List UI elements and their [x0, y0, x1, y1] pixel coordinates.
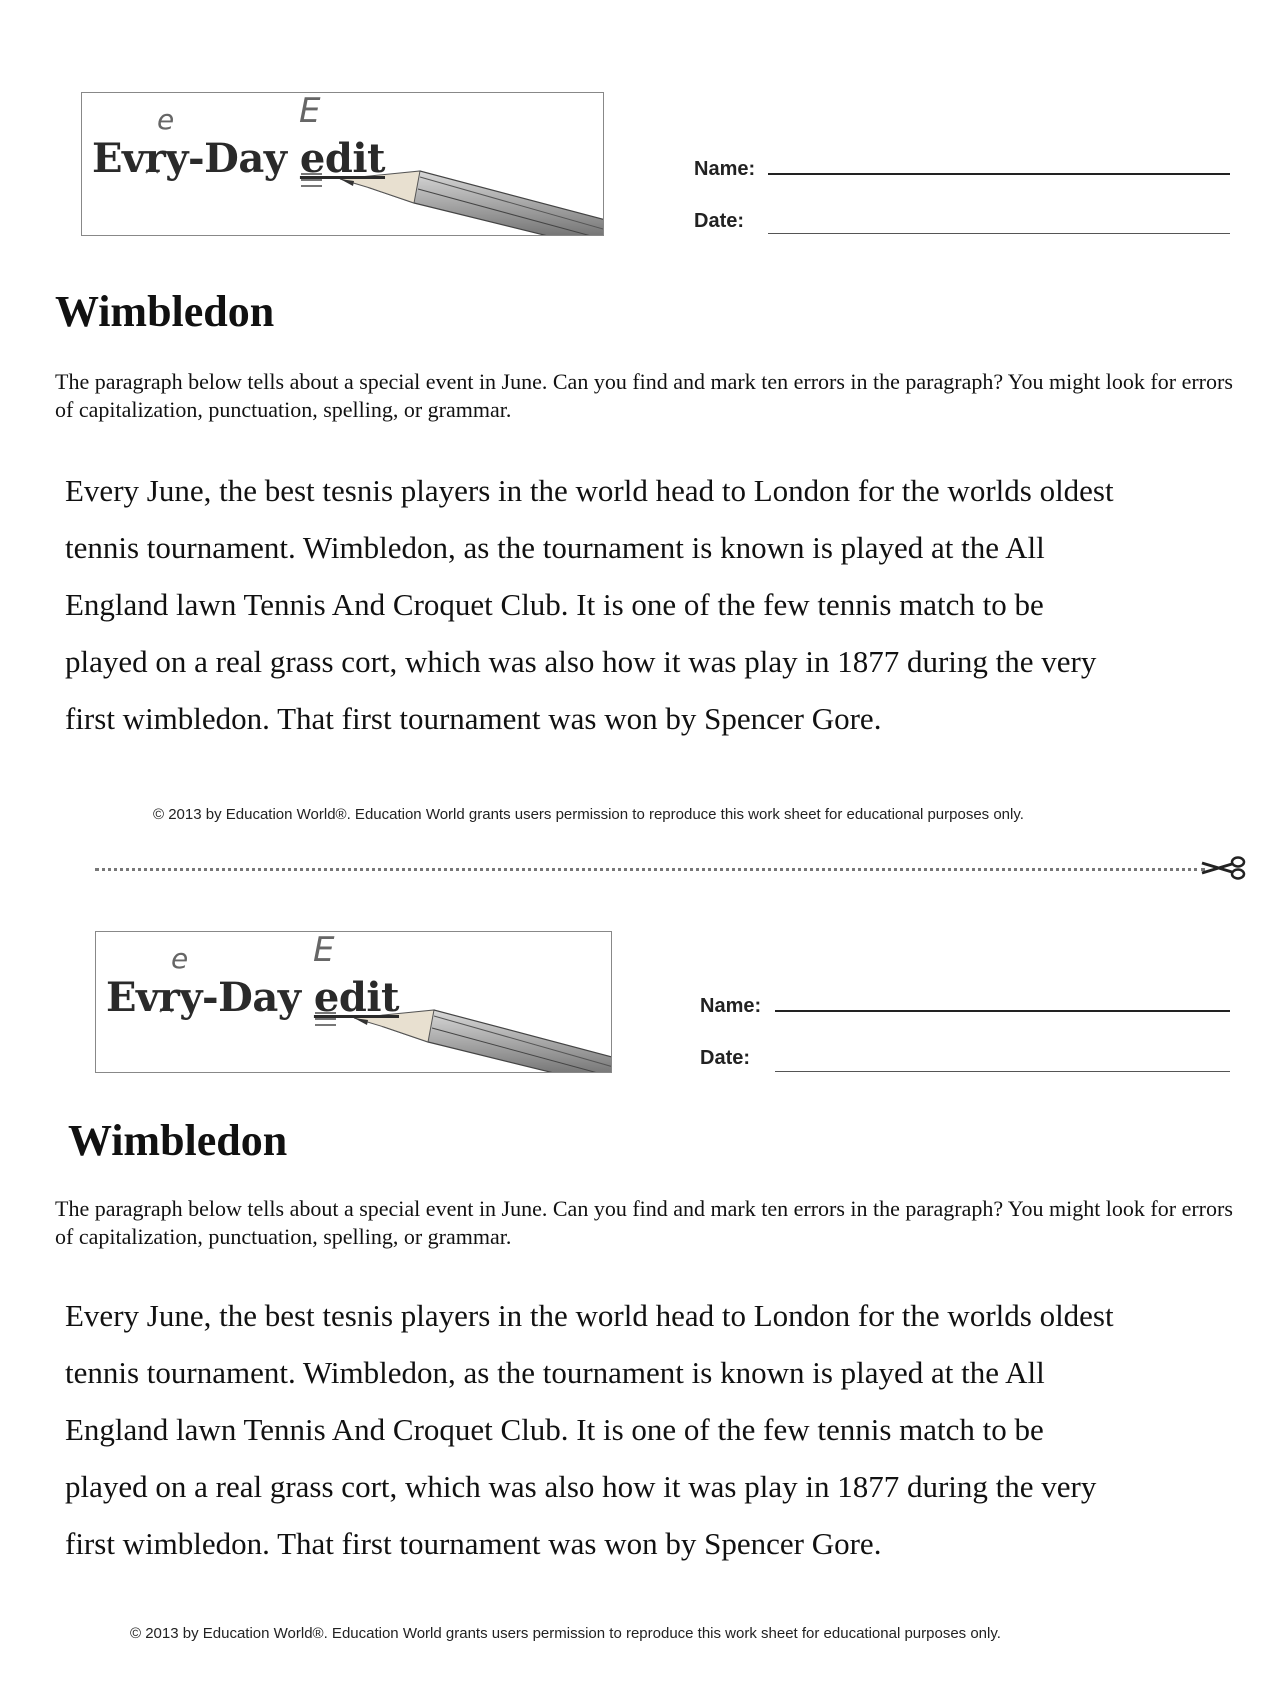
passage-line: England lawn Tennis And Croquet Club. It is one of the few tennis match to be	[65, 587, 1044, 622]
copyright-notice: © 2013 by Education World®. Education World grants users permission to reproduce this work sheet for educational purposes only.	[153, 806, 1024, 823]
copyright-notice: © 2013 by Education World®. Education World grants users permission to reproduce this work sheet for educational purposes only.	[130, 1625, 1001, 1642]
logo-text	[106, 974, 399, 1021]
logo-text-main: Evry-Day	[106, 974, 314, 1021]
name-label: Name:	[694, 158, 756, 180]
logo-text-underlined: edit	[313, 974, 400, 1021]
name-label: Name:	[700, 995, 762, 1017]
logo-insert-mark: e	[171, 942, 189, 975]
edit-passage	[65, 1287, 1245, 1572]
name-line[interactable]	[768, 173, 1230, 175]
every-day-edit-logo	[81, 92, 604, 236]
logo-text-main: Evry-Day	[92, 135, 300, 182]
date-line[interactable]	[775, 1071, 1230, 1072]
logo-capital-mark: E	[313, 931, 335, 970]
instructions: The paragraph below tells about a special event in June. Can you find and mark ten errors in the paragraph? You might look for errors of capitalization, punctuation, spelling, or grammar.	[55, 369, 1233, 422]
passage-line: tennis tournament. Wimbledon, as the tournament is known is played at the All	[65, 530, 1045, 565]
scissors-icon	[1200, 852, 1246, 884]
passage-line: Every June, the best tesnis players in the world head to London for the worlds oldest	[65, 473, 1114, 508]
passage-line: played on a real grass cort, which was also how it was play in 1877 during the very	[65, 1469, 1097, 1504]
instructions: The paragraph below tells about a special event in June. Can you find and mark ten errors in the paragraph? You might look for errors of capitalization, punctuation, spelling, or grammar.	[55, 1196, 1233, 1249]
edit-passage	[65, 462, 1245, 747]
worksheet-title: Wimbledon	[55, 287, 275, 336]
passage-line: first wimbledon. That first tournament was won by Spencer Gore.	[65, 701, 882, 736]
passage-line: played on a real grass cort, which was also how it was play in 1877 during the very	[65, 644, 1097, 679]
passage-line: first wimbledon. That first tournament was won by Spencer Gore.	[65, 1526, 882, 1561]
date-label: Date:	[694, 210, 745, 232]
logo-capital-mark: E	[299, 92, 321, 131]
passage-line: Every June, the best tesnis players in the world head to London for the worlds oldest	[65, 1298, 1114, 1333]
logo-insert-mark: e	[157, 103, 175, 136]
logo-text	[92, 135, 385, 182]
worksheet-title: Wimbledon	[68, 1116, 288, 1165]
date-label: Date:	[700, 1047, 751, 1069]
date-line[interactable]	[768, 233, 1230, 234]
passage-line: England lawn Tennis And Croquet Club. It is one of the few tennis match to be	[65, 1412, 1044, 1447]
passage-line: tennis tournament. Wimbledon, as the tournament is known is played at the All	[65, 1355, 1045, 1390]
cut-line-divider	[95, 868, 1205, 871]
every-day-edit-logo	[95, 931, 612, 1073]
name-line[interactable]	[775, 1010, 1230, 1012]
logo-text-underlined: edit	[299, 135, 386, 182]
